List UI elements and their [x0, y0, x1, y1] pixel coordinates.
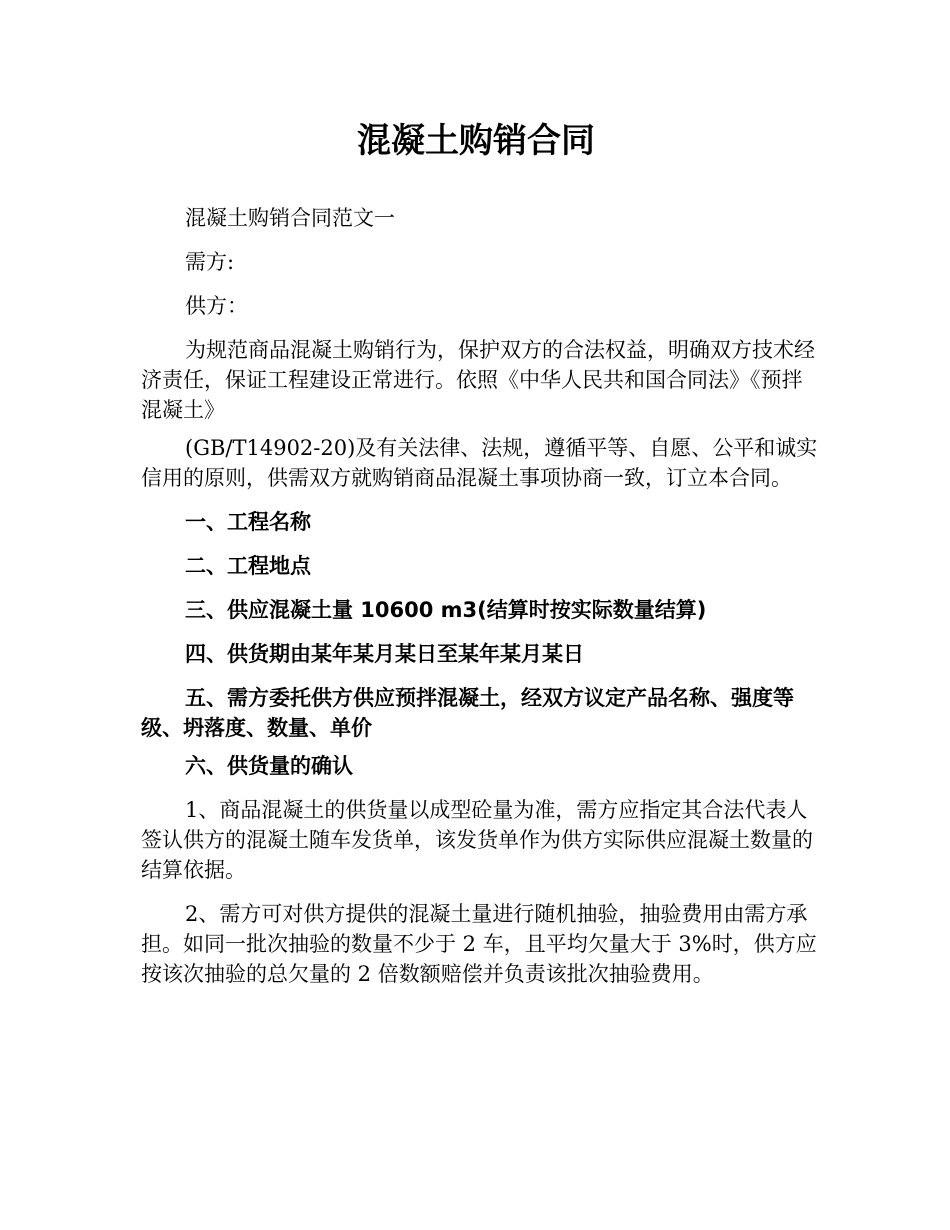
document-title: 混凝土购销合同 — [357, 121, 595, 161]
section-heading-project-location: 二、工程地点 — [185, 554, 311, 578]
section-heading-product-spec: 五、需方委托供方供应预拌混凝土，经双方议定产品名称、强度等级、坍落度、数量、单价 — [141, 686, 794, 740]
document-body — [141, 203, 821, 1003]
paragraph-supplier: 供方： — [185, 294, 248, 318]
section-heading-supply-period: 四、供货期由某年某月某日至某年某月某日 — [185, 642, 584, 666]
section-heading-project-name: 一、工程名称 — [185, 510, 311, 534]
clause-2: 2、需方可对供方提供的混凝土量进行随机抽验，抽验费用由需方承担。如同一批次抽验的数量不少于 2 车，且平均欠量大于 3%时，供方应按该次抽验的总欠量的 2 倍数额赔偿并负责该批次抽验费用。 — [141, 902, 817, 986]
paragraph-subtitle: 混凝土购销合同范文一 — [185, 206, 395, 230]
paragraph-buyer: 需方: — [185, 250, 235, 274]
section-heading-supply-quantity: 三、供应混凝土量 10600 m3(结算时按实际数量结算) — [185, 598, 707, 622]
clause-1: 1、商品混凝土的供货量以成型砼量为准，需方应指定其合法代表人签认供方的混凝土随车发货单，该发货单作为供方实际供应混凝土数量的结算依据。 — [141, 798, 813, 882]
paragraph-preamble-continued: (GB/T14902-20)及有关法律、法规，遵循平等、自愿、公平和诚实信用的原则，供需双方就购销商品混凝土事项协商一致，订立本合同。 — [141, 436, 818, 490]
paragraph-preamble: 为规范商品混凝土购销行为，保护双方的合法权益，明确双方技术经济责任，保证工程建设正常进行。依照《中华人民共和国合同法》《预拌混凝土》 — [141, 338, 815, 422]
section-heading-quantity-confirmation: 六、供货量的确认 — [185, 754, 353, 778]
